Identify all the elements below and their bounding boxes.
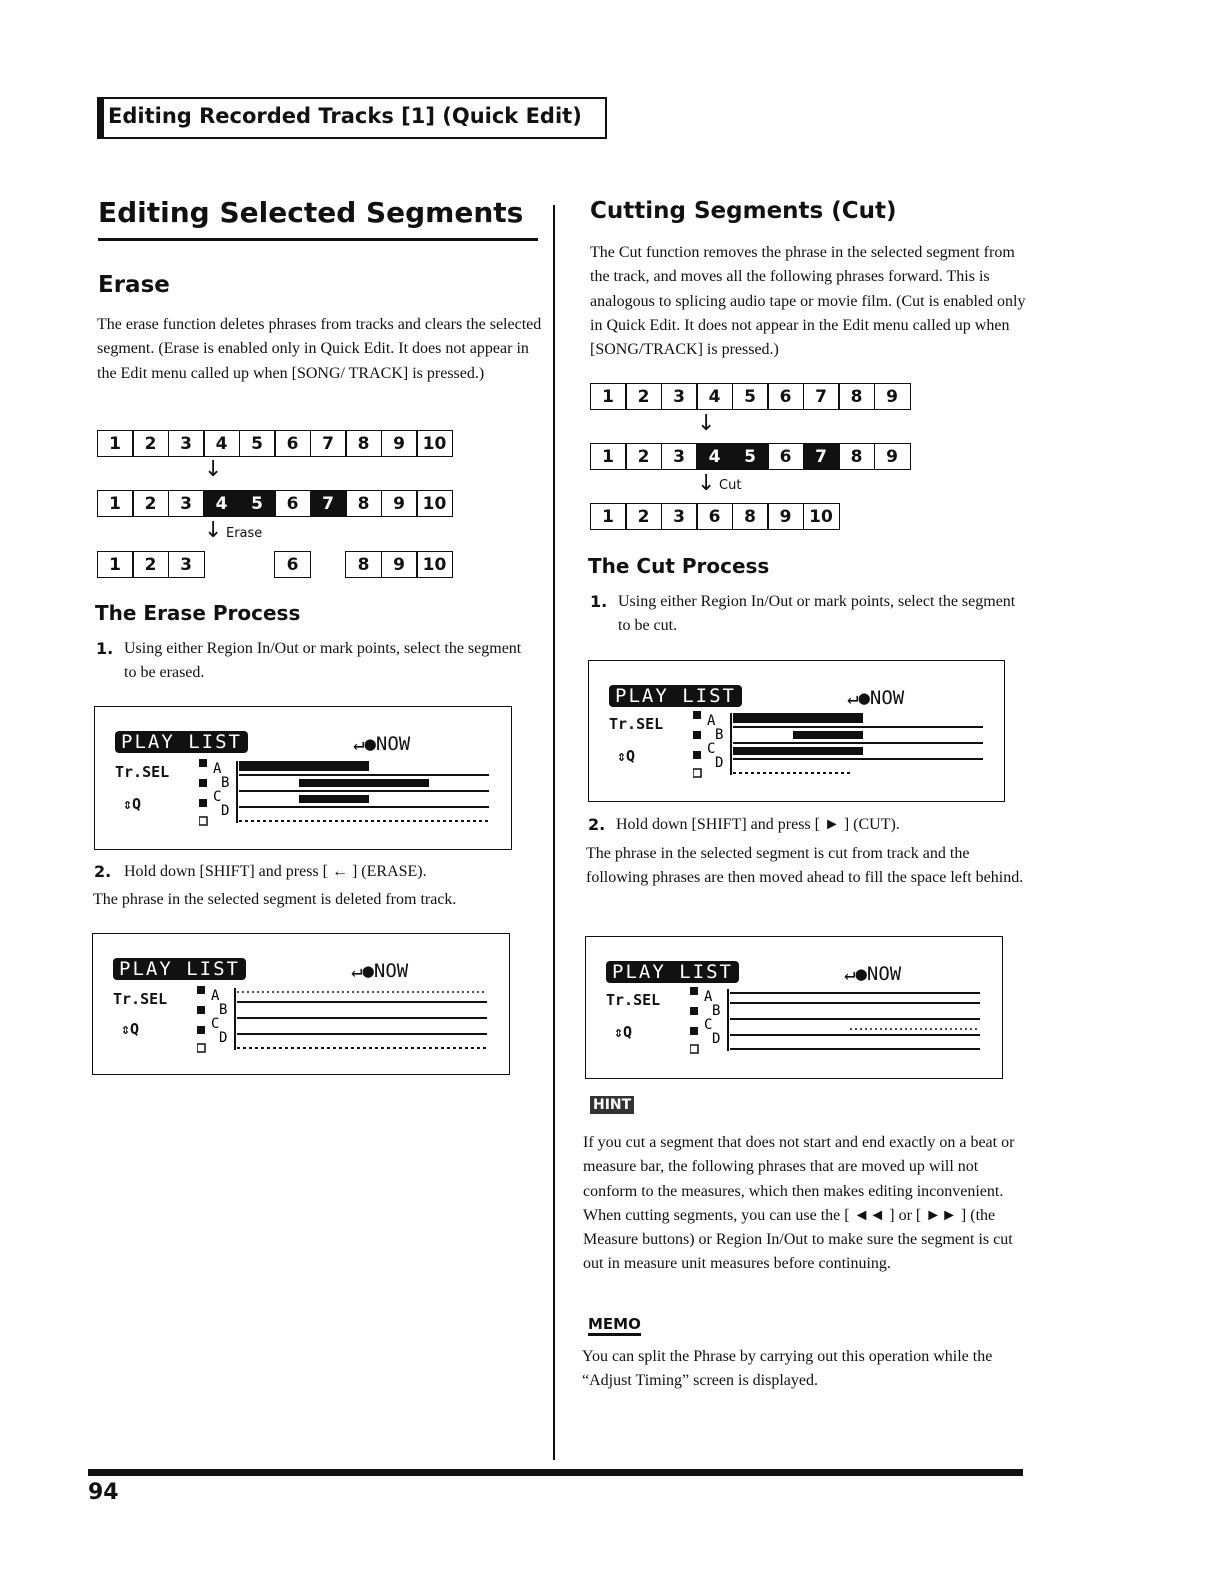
now-text: NOW: [869, 687, 905, 709]
lcd-screen-erase-after: [92, 933, 510, 1075]
lcd-track-c-label: C: [704, 1017, 713, 1033]
down-arrow-icon: ↓: [697, 411, 716, 436]
lcd-screen-cut-after: [585, 936, 1003, 1079]
erase-result: The phrase in the selected segment is deleted from track.: [93, 891, 457, 908]
segment-cell: 1: [97, 551, 134, 578]
segment-cell-selected: 4: [696, 443, 733, 470]
segment-cell: 3: [168, 490, 205, 517]
segment-cell: 9: [381, 551, 418, 578]
lcd-track-display: [197, 984, 487, 1054]
segment-cell: 10: [416, 430, 453, 457]
step-number: 1.: [590, 592, 608, 611]
segment-cell: 10: [416, 551, 453, 578]
now-marker-icon: ↵●: [353, 733, 376, 755]
segment-cell: 3: [661, 383, 698, 410]
header-title: Editing Recorded Tracks [1] (Quick Edit): [108, 104, 582, 128]
segment-cell: 2: [625, 503, 662, 530]
segment-cell: 7: [803, 383, 840, 410]
lcd-track-b-label: B: [715, 727, 724, 743]
segment-cell-selected: 5: [239, 490, 276, 517]
lcd-track-display: [199, 757, 489, 827]
cut-row-3: [591, 503, 840, 530]
lcd-title: PLAY LIST: [606, 961, 739, 983]
step-number: 2.: [588, 815, 606, 834]
lcd-track-d-label: D: [221, 803, 230, 819]
cut-row-1: [591, 383, 911, 410]
lcd-track-b-label: B: [221, 775, 230, 791]
lcd-now-label: [847, 687, 904, 709]
segment-cell: 9: [874, 383, 911, 410]
erase-row-1: [98, 430, 453, 457]
segment-cell: 6: [767, 383, 804, 410]
segment-cell-selected: 7: [310, 490, 347, 517]
footer-rule: [88, 1469, 1023, 1476]
lcd-now-label: [351, 960, 408, 982]
segment-cell: 2: [132, 551, 169, 578]
erase-step-1: Using either Region In/Out or mark points, select the segment to be erased.: [124, 640, 522, 682]
cut-step-2: Hold down [SHIFT] and press [ ► ] (CUT).: [616, 816, 900, 833]
lcd-track-a-label: A: [213, 761, 222, 777]
now-text: NOW: [866, 963, 902, 985]
hint-badge-icon: HINT: [590, 1096, 634, 1114]
now-marker-icon: ↵●: [847, 687, 870, 709]
lcd-screen-cut-before: [588, 660, 1005, 802]
segment-cell: 1: [97, 490, 134, 517]
lcd-track-c-label: C: [707, 741, 716, 757]
segment-cell: 6: [274, 551, 311, 578]
segment-cell: 7: [310, 430, 347, 457]
segment-cell: 2: [625, 383, 662, 410]
zoom-icon: ⇕Q: [121, 1020, 140, 1038]
lcd-track-d-label: D: [219, 1030, 228, 1046]
cut-title: Cutting Segments (Cut): [590, 198, 897, 224]
segment-cell: 8: [732, 503, 769, 530]
segment-cell: 8: [345, 551, 382, 578]
segment-cell: 2: [132, 490, 169, 517]
step-number: 1.: [96, 639, 114, 658]
lcd-track-d-label: D: [712, 1031, 721, 1047]
segment-cell: 1: [97, 430, 134, 457]
segment-cell: 1: [590, 503, 627, 530]
zoom-icon: ⇕Q: [614, 1023, 633, 1041]
lcd-track-b-label: B: [219, 1002, 228, 1018]
segment-gap: [239, 551, 276, 578]
segment-cell: 1: [590, 383, 627, 410]
section-title: Editing Selected Segments: [98, 196, 524, 229]
segment-cell: 3: [661, 503, 698, 530]
cut-result: The phrase in the selected segment is cut from track and the following phrases are then moved ahead to fill the space left behind.: [586, 845, 1024, 887]
step-number: 2.: [94, 862, 112, 881]
segment-cell-selected: 7: [803, 443, 840, 470]
lcd-track-c-label: C: [213, 789, 222, 805]
now-marker-icon: ↵●: [351, 960, 374, 982]
segment-gap: [310, 551, 347, 578]
erase-arrow-label: Erase: [226, 526, 263, 541]
segment-cell: 4: [696, 383, 733, 410]
lcd-track-display: [693, 709, 983, 779]
erase-row-3: [98, 551, 453, 578]
lcd-trsel: Tr.SEL: [115, 763, 170, 781]
segment-cell-selected: 4: [203, 490, 240, 517]
zoom-icon: ⇕Q: [123, 795, 142, 813]
cut-body: The Cut function removes the phrase in the selected segment from the track, and moves all the following phrases forward. This is analogous to splicing audio tape or movie film. (Cut is enabled only in Quick Edit. It does not appear in the Edit menu called up when [SONG/TRACK] is pressed.): [590, 244, 1026, 359]
segment-cell: 9: [767, 503, 804, 530]
now-text: NOW: [375, 733, 411, 755]
segment-cell: 6: [274, 430, 311, 457]
cut-row-2: [591, 443, 911, 470]
lcd-now-label: [844, 963, 901, 985]
segment-cell: 8: [838, 443, 875, 470]
segment-cell: 9: [874, 443, 911, 470]
cut-step-1: Using either Region In/Out or mark points, select the segment to be cut.: [618, 593, 1016, 635]
segment-cell: 3: [168, 430, 205, 457]
segment-cell: 1: [590, 443, 627, 470]
now-marker-icon: ↵●: [844, 963, 867, 985]
segment-cell: 8: [345, 430, 382, 457]
lcd-trsel: Tr.SEL: [606, 991, 661, 1009]
lcd-track-d-label: D: [715, 755, 724, 771]
segment-cell: 9: [381, 490, 418, 517]
erase-body: The erase function deletes phrases from tracks and clears the selected segment. (Erase is enabled only in Quick Edit. It does not appear in the Edit menu called up when [SONG/ TRACK] is pressed.): [97, 316, 542, 382]
lcd-track-a-label: A: [707, 713, 716, 729]
lcd-trsel: Tr.SEL: [609, 715, 664, 733]
erase-step-2: Hold down [SHIFT] and press [ ← ] (ERASE).: [124, 863, 427, 880]
lcd-track-a-label: A: [704, 989, 713, 1005]
down-arrow-icon: ↓: [204, 518, 223, 543]
memo-badge-icon: MEMO: [588, 1315, 641, 1336]
down-arrow-icon: ↓: [204, 457, 223, 482]
lcd-trsel: Tr.SEL: [113, 990, 168, 1008]
lcd-title: PLAY LIST: [609, 685, 742, 707]
segment-cell: 10: [416, 490, 453, 517]
segment-cell: 5: [732, 383, 769, 410]
segment-cell: 6: [767, 443, 804, 470]
segment-cell-selected: 5: [732, 443, 769, 470]
segment-cell: 3: [661, 443, 698, 470]
segment-cell: 5: [239, 430, 276, 457]
cut-arrow-label: Cut: [719, 478, 742, 493]
segment-cell: 9: [381, 430, 418, 457]
segment-cell: 8: [345, 490, 382, 517]
lcd-track-display: [690, 985, 980, 1055]
lcd-title: PLAY LIST: [115, 731, 248, 753]
erase-process-title: The Erase Process: [95, 601, 301, 625]
lcd-track-c-label: C: [211, 1016, 220, 1032]
lcd-screen-erase-before: [94, 706, 512, 850]
segment-cell: 8: [838, 383, 875, 410]
section-title-rule: [98, 238, 538, 241]
segment-cell: 2: [132, 430, 169, 457]
zoom-icon: ⇕Q: [617, 747, 636, 765]
lcd-track-b-label: B: [712, 1003, 721, 1019]
lcd-now-label: [353, 733, 410, 755]
memo-body: You can split the Phrase by carrying out this operation while the “Adjust Timing” screen is displayed.: [582, 1348, 993, 1390]
segment-cell: 6: [696, 503, 733, 530]
erase-row-2: [98, 490, 453, 517]
hint-body: If you cut a segment that does not start and end exactly on a beat or measure bar, the following phrases that are moved up will not conform to the measures, which then makes editing inconvenient. When cutting segments, you can use the [ ◄◄ ] or [ ►► ] (the Measure buttons) or Region In/Out to make sure the segment is cut out in measure unit measures before continuing.: [583, 1134, 1015, 1273]
segment-cell: 4: [203, 430, 240, 457]
down-arrow-icon: ↓: [697, 471, 716, 496]
segment-cell: 3: [168, 551, 205, 578]
segment-cell: 10: [803, 503, 840, 530]
page-number: 94: [88, 1480, 119, 1505]
segment-gap: [203, 551, 240, 578]
segment-cell: 6: [274, 490, 311, 517]
column-divider: [553, 205, 555, 1460]
now-text: NOW: [373, 960, 409, 982]
lcd-title: PLAY LIST: [113, 958, 246, 980]
segment-cell: 2: [625, 443, 662, 470]
cut-process-title: The Cut Process: [588, 554, 770, 578]
lcd-track-a-label: A: [211, 988, 220, 1004]
erase-title: Erase: [98, 272, 170, 298]
